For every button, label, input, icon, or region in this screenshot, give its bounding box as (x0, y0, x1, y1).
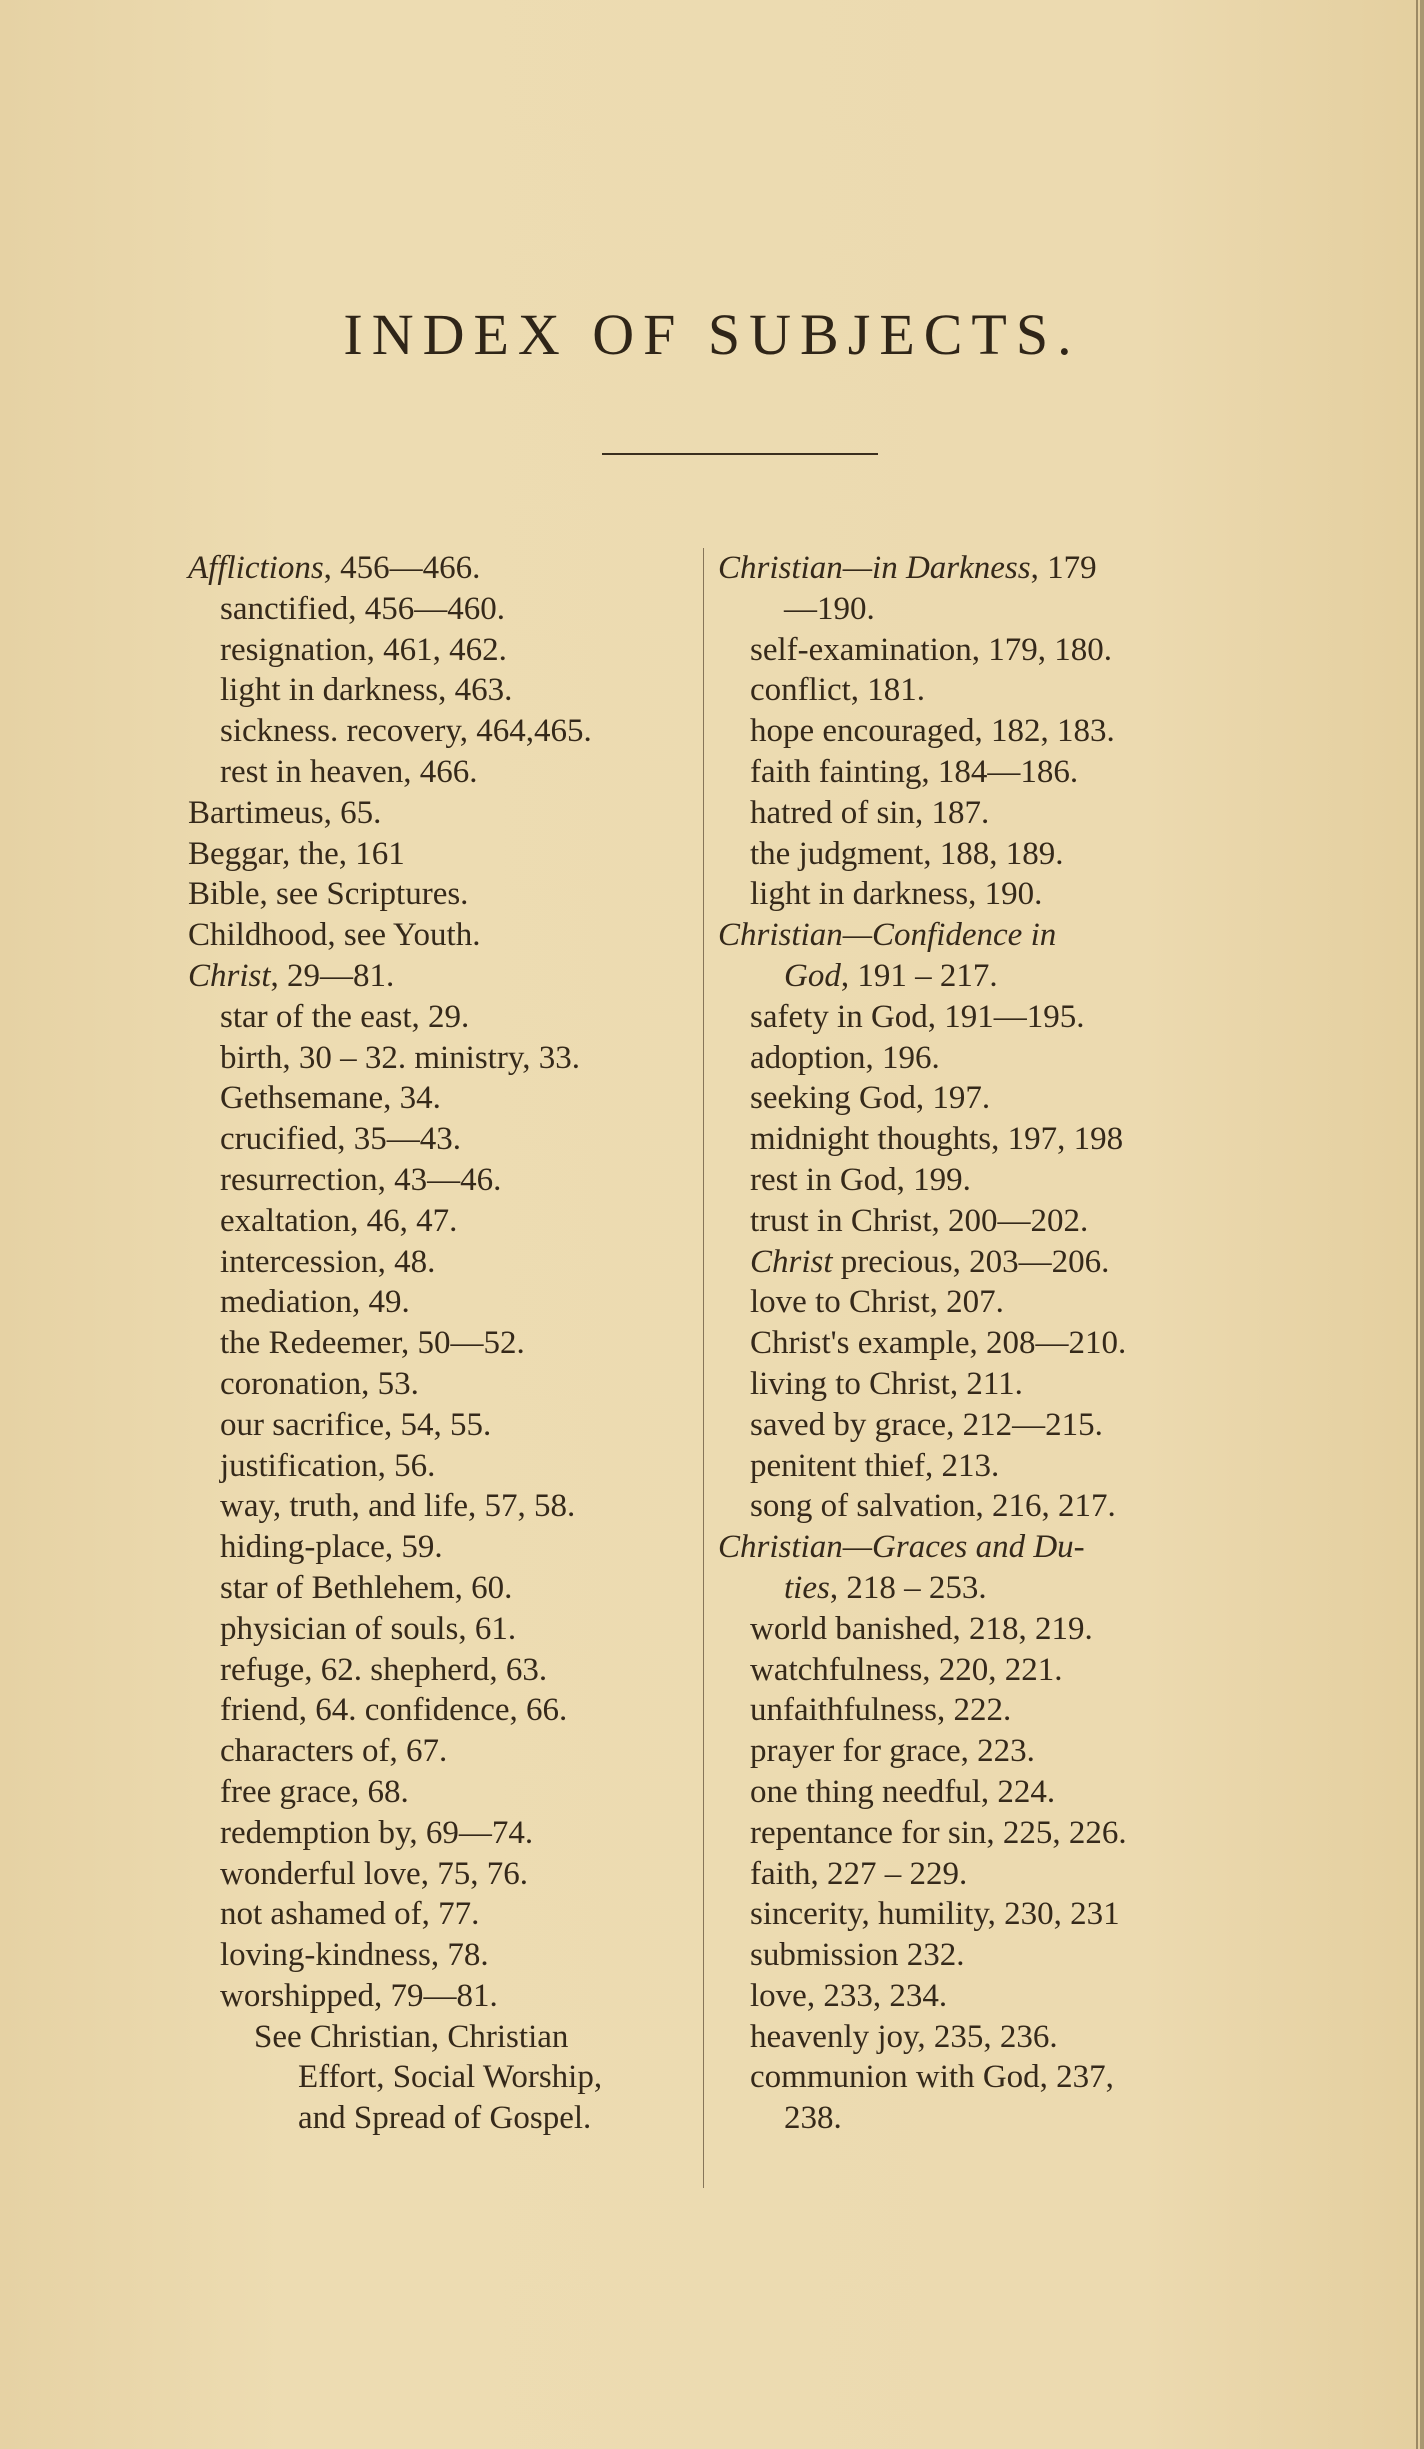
entry-text: not ashamed of, 77. (220, 1896, 480, 1933)
index-subentry (188, 1119, 688, 1160)
entry-italic-term: Afflictions (188, 550, 324, 586)
entry-text: characters of, 67. (220, 1733, 448, 1770)
index-subentry (718, 1242, 1298, 1283)
entry-text: rest in God, 199. (750, 1161, 971, 1198)
entry-text: , 456—466. (323, 550, 481, 586)
entry-italic-term: God (784, 957, 841, 994)
entry-text: heavenly joy, 235, 236. (750, 2018, 1058, 2055)
index-subentry (718, 1772, 1298, 1813)
entry-text: worshipped, 79—81. (220, 1977, 498, 2014)
entry-text: way, truth, and life, 57, 58. (220, 1488, 576, 1525)
index-subentry (718, 1690, 1298, 1731)
entry-text: —190. (784, 590, 875, 627)
index-subentry (718, 1609, 1298, 1650)
entry-text: star of Bethlehem, 60. (220, 1569, 513, 1606)
index-subentry (718, 1160, 1298, 1201)
entry-text: Gethsemane, 34. (220, 1080, 441, 1117)
entry-text: song of salvation, 216, 217. (750, 1488, 1116, 1525)
index-subentry (718, 1976, 1298, 2017)
entry-italic-term: Christian—Graces and Du- (718, 1529, 1085, 1566)
index-subentry (718, 1201, 1298, 1242)
index-subentry (718, 670, 1298, 711)
index-subentry (718, 2098, 1298, 2139)
index-heading-entry (188, 915, 688, 956)
index-subentry (718, 1813, 1298, 1854)
entry-text: justification, 56. (220, 1447, 436, 1484)
entry-text: , 191 – 217. (840, 957, 998, 994)
index-subentry (718, 1323, 1298, 1364)
entry-text: our sacrifice, 54, 55. (220, 1406, 492, 1443)
entry-text: free grace, 68. (220, 1773, 409, 1810)
index-subentry (188, 1650, 688, 1691)
entry-text: wonderful love, 75, 76. (220, 1855, 528, 1892)
index-subentry (188, 711, 688, 752)
index-subentry (718, 2057, 1298, 2098)
index-subentry (188, 1690, 688, 1731)
entry-text: sanctified, 456—460. (220, 590, 506, 627)
entry-text: prayer for grace, 223. (750, 1733, 1035, 1770)
entry-text: hiding-place, 59. (220, 1529, 443, 1566)
entry-italic-term: Christ (750, 1243, 833, 1280)
entry-text: redemption by, 69—74. (220, 1814, 534, 1851)
index-subentry (718, 589, 1298, 630)
index-subentry (718, 1894, 1298, 1935)
entry-text: , 29—81. (270, 957, 395, 994)
entry-text: mediation, 49. (220, 1284, 410, 1321)
entry-text: repentance for sin, 225, 226. (750, 1814, 1127, 1851)
index-subentry (188, 1446, 688, 1487)
entry-text: coronation, 53. (220, 1365, 419, 1402)
index-subentry (188, 1405, 688, 1446)
page-title: INDEX OF SUBJECTS. (343, 301, 1081, 367)
index-subentry (718, 1038, 1298, 1079)
entry-text: loving-kindness, 78. (220, 1937, 489, 1974)
entry-text: precious, 203—206. (832, 1243, 1110, 1280)
entry-text: world banished, 218, 219. (750, 1610, 1093, 1647)
entry-text: trust in Christ, 200—202. (750, 1202, 1089, 1239)
index-subentry (188, 1813, 688, 1854)
entry-text: Beggar, the, 161 (188, 835, 405, 872)
entry-text: living to Christ, 211. (750, 1365, 1023, 1402)
index-subentry (718, 1854, 1298, 1895)
entry-text: intercession, 48. (220, 1243, 436, 1280)
entry-text: crucified, 35—43. (220, 1121, 462, 1158)
index-subentry (188, 1282, 688, 1323)
entry-text: refuge, 62. shepherd, 63. (220, 1651, 548, 1688)
title-rule-divider (602, 453, 878, 455)
entry-text: See Christian, Christian (254, 2018, 569, 2055)
index-left-column (188, 548, 688, 2139)
entry-text: seeking God, 197. (750, 1080, 991, 1117)
entry-text: faith fainting, 184—186. (750, 753, 1079, 790)
entry-text: resignation, 461, 462. (220, 631, 507, 668)
index-subentry (188, 1935, 688, 1976)
entry-italic-term: Christian—Confidence in (718, 917, 1057, 954)
entry-text: sickness. recovery, 464,465. (220, 713, 592, 750)
entry-text: physician of souls, 61. (220, 1610, 517, 1647)
index-subentry (718, 1119, 1298, 1160)
index-right-column (718, 548, 1298, 2139)
index-subentry (188, 630, 688, 671)
index-subentry (188, 2017, 688, 2058)
index-subentry (188, 1242, 688, 1283)
entry-text: communion with God, 237, (750, 2059, 1114, 2096)
index-subentry (718, 1405, 1298, 1446)
index-subentry (718, 711, 1298, 752)
entry-italic-term: ties (784, 1569, 830, 1606)
entry-text: the judgment, 188, 189. (750, 835, 1064, 872)
index-heading-entry (718, 1527, 1298, 1568)
index-subentry (188, 1160, 688, 1201)
entry-text: faith, 227 – 229. (750, 1855, 968, 1892)
entry-text: Childhood, see Youth. (188, 917, 481, 954)
entry-text: Bartimeus, 65. (188, 794, 382, 831)
entry-text: friend, 64. confidence, 66. (220, 1692, 568, 1729)
index-subentry (718, 1364, 1298, 1405)
entry-text: adoption, 196. (750, 1039, 940, 1076)
entry-text: safety in God, 191—195. (750, 998, 1085, 1035)
entry-text: star of the east, 29. (220, 998, 470, 1035)
index-heading-entry (188, 834, 688, 875)
entry-text: the Redeemer, 50—52. (220, 1325, 525, 1362)
column-divider (703, 548, 704, 2188)
index-subentry (718, 997, 1298, 1038)
entry-text: unfaithfulness, 222. (750, 1692, 1012, 1729)
entry-text: light in darkness, 190. (750, 876, 1043, 913)
index-heading-entry (188, 874, 688, 915)
entry-italic-term: Christ (188, 957, 271, 994)
index-subentry (188, 1772, 688, 1813)
entry-text: , 218 – 253. (829, 1569, 987, 1606)
index-subentry (188, 1731, 688, 1772)
entry-italic-term: Christian—in Darkness (718, 550, 1031, 586)
index-subentry (718, 752, 1298, 793)
index-subentry (718, 1446, 1298, 1487)
index-subentry (718, 1650, 1298, 1691)
index-subentry (188, 1323, 688, 1364)
index-subentry (188, 1078, 688, 1119)
index-subentry (188, 1201, 688, 1242)
entry-text: , 179 (1030, 550, 1097, 586)
entry-text: midnight thoughts, 197, 198 (750, 1121, 1124, 1158)
index-subentry (188, 997, 688, 1038)
index-subentry (718, 1486, 1298, 1527)
index-subentry (718, 793, 1298, 834)
index-subentry (188, 1976, 688, 2017)
entry-text: rest in heaven, 466. (220, 753, 478, 790)
index-subentry (188, 752, 688, 793)
entry-text: conflict, 181. (750, 672, 926, 709)
entry-text: submission 232. (750, 1937, 965, 1974)
index-subentry (718, 1935, 1298, 1976)
index-heading-entry (718, 548, 1298, 589)
index-subentry (188, 1038, 688, 1079)
index-subentry (188, 2057, 688, 2098)
entry-text: and Spread of Gospel. (298, 2100, 592, 2137)
entry-text: hope encouraged, 182, 183. (750, 713, 1115, 750)
entry-text: Effort, Social Worship, (298, 2059, 603, 2096)
entry-text: 238. (784, 2100, 842, 2137)
index-subentry (718, 874, 1298, 915)
index-subentry (188, 1894, 688, 1935)
index-subentry (718, 2017, 1298, 2058)
index-subentry (188, 589, 688, 630)
index-subentry (188, 1609, 688, 1650)
index-subentry (718, 956, 1298, 997)
index-heading-entry (188, 793, 688, 834)
index-subentry (188, 1568, 688, 1609)
entry-text: saved by grace, 212—215. (750, 1406, 1103, 1443)
index-heading-entry (188, 548, 688, 589)
entry-text: hatred of sin, 187. (750, 794, 990, 831)
entry-text: self-examination, 179, 180. (750, 631, 1113, 668)
index-subentry (188, 1486, 688, 1527)
index-subentry (718, 1568, 1298, 1609)
entry-text: Christ's example, 208—210. (750, 1325, 1127, 1362)
index-subentry (188, 1527, 688, 1568)
entry-text: love to Christ, 207. (750, 1284, 1004, 1321)
index-subentry (718, 1282, 1298, 1323)
index-subentry (718, 834, 1298, 875)
entry-text: birth, 30 – 32. ministry, 33. (220, 1039, 580, 1076)
entry-text: watchfulness, 220, 221. (750, 1651, 1063, 1688)
index-heading-entry (718, 915, 1298, 956)
entry-text: sincerity, humility, 230, 231 (750, 1896, 1120, 1933)
index-subentry (188, 1854, 688, 1895)
index-subentry (718, 1731, 1298, 1772)
index-subentry (188, 2098, 688, 2139)
entry-text: love, 233, 234. (750, 1977, 948, 2014)
index-heading-entry (188, 956, 688, 997)
entry-text: penitent thief, 213. (750, 1447, 1000, 1484)
entry-text: Bible, see Scriptures. (188, 876, 469, 913)
entry-text: exaltation, 46, 47. (220, 1202, 458, 1239)
entry-text: light in darkness, 463. (220, 672, 513, 709)
entry-text: resurrection, 43—46. (220, 1161, 502, 1198)
index-subentry (718, 1078, 1298, 1119)
index-subentry (718, 630, 1298, 671)
index-subentry (188, 670, 688, 711)
entry-text: one thing needful, 224. (750, 1773, 1056, 1810)
index-subentry (188, 1364, 688, 1405)
